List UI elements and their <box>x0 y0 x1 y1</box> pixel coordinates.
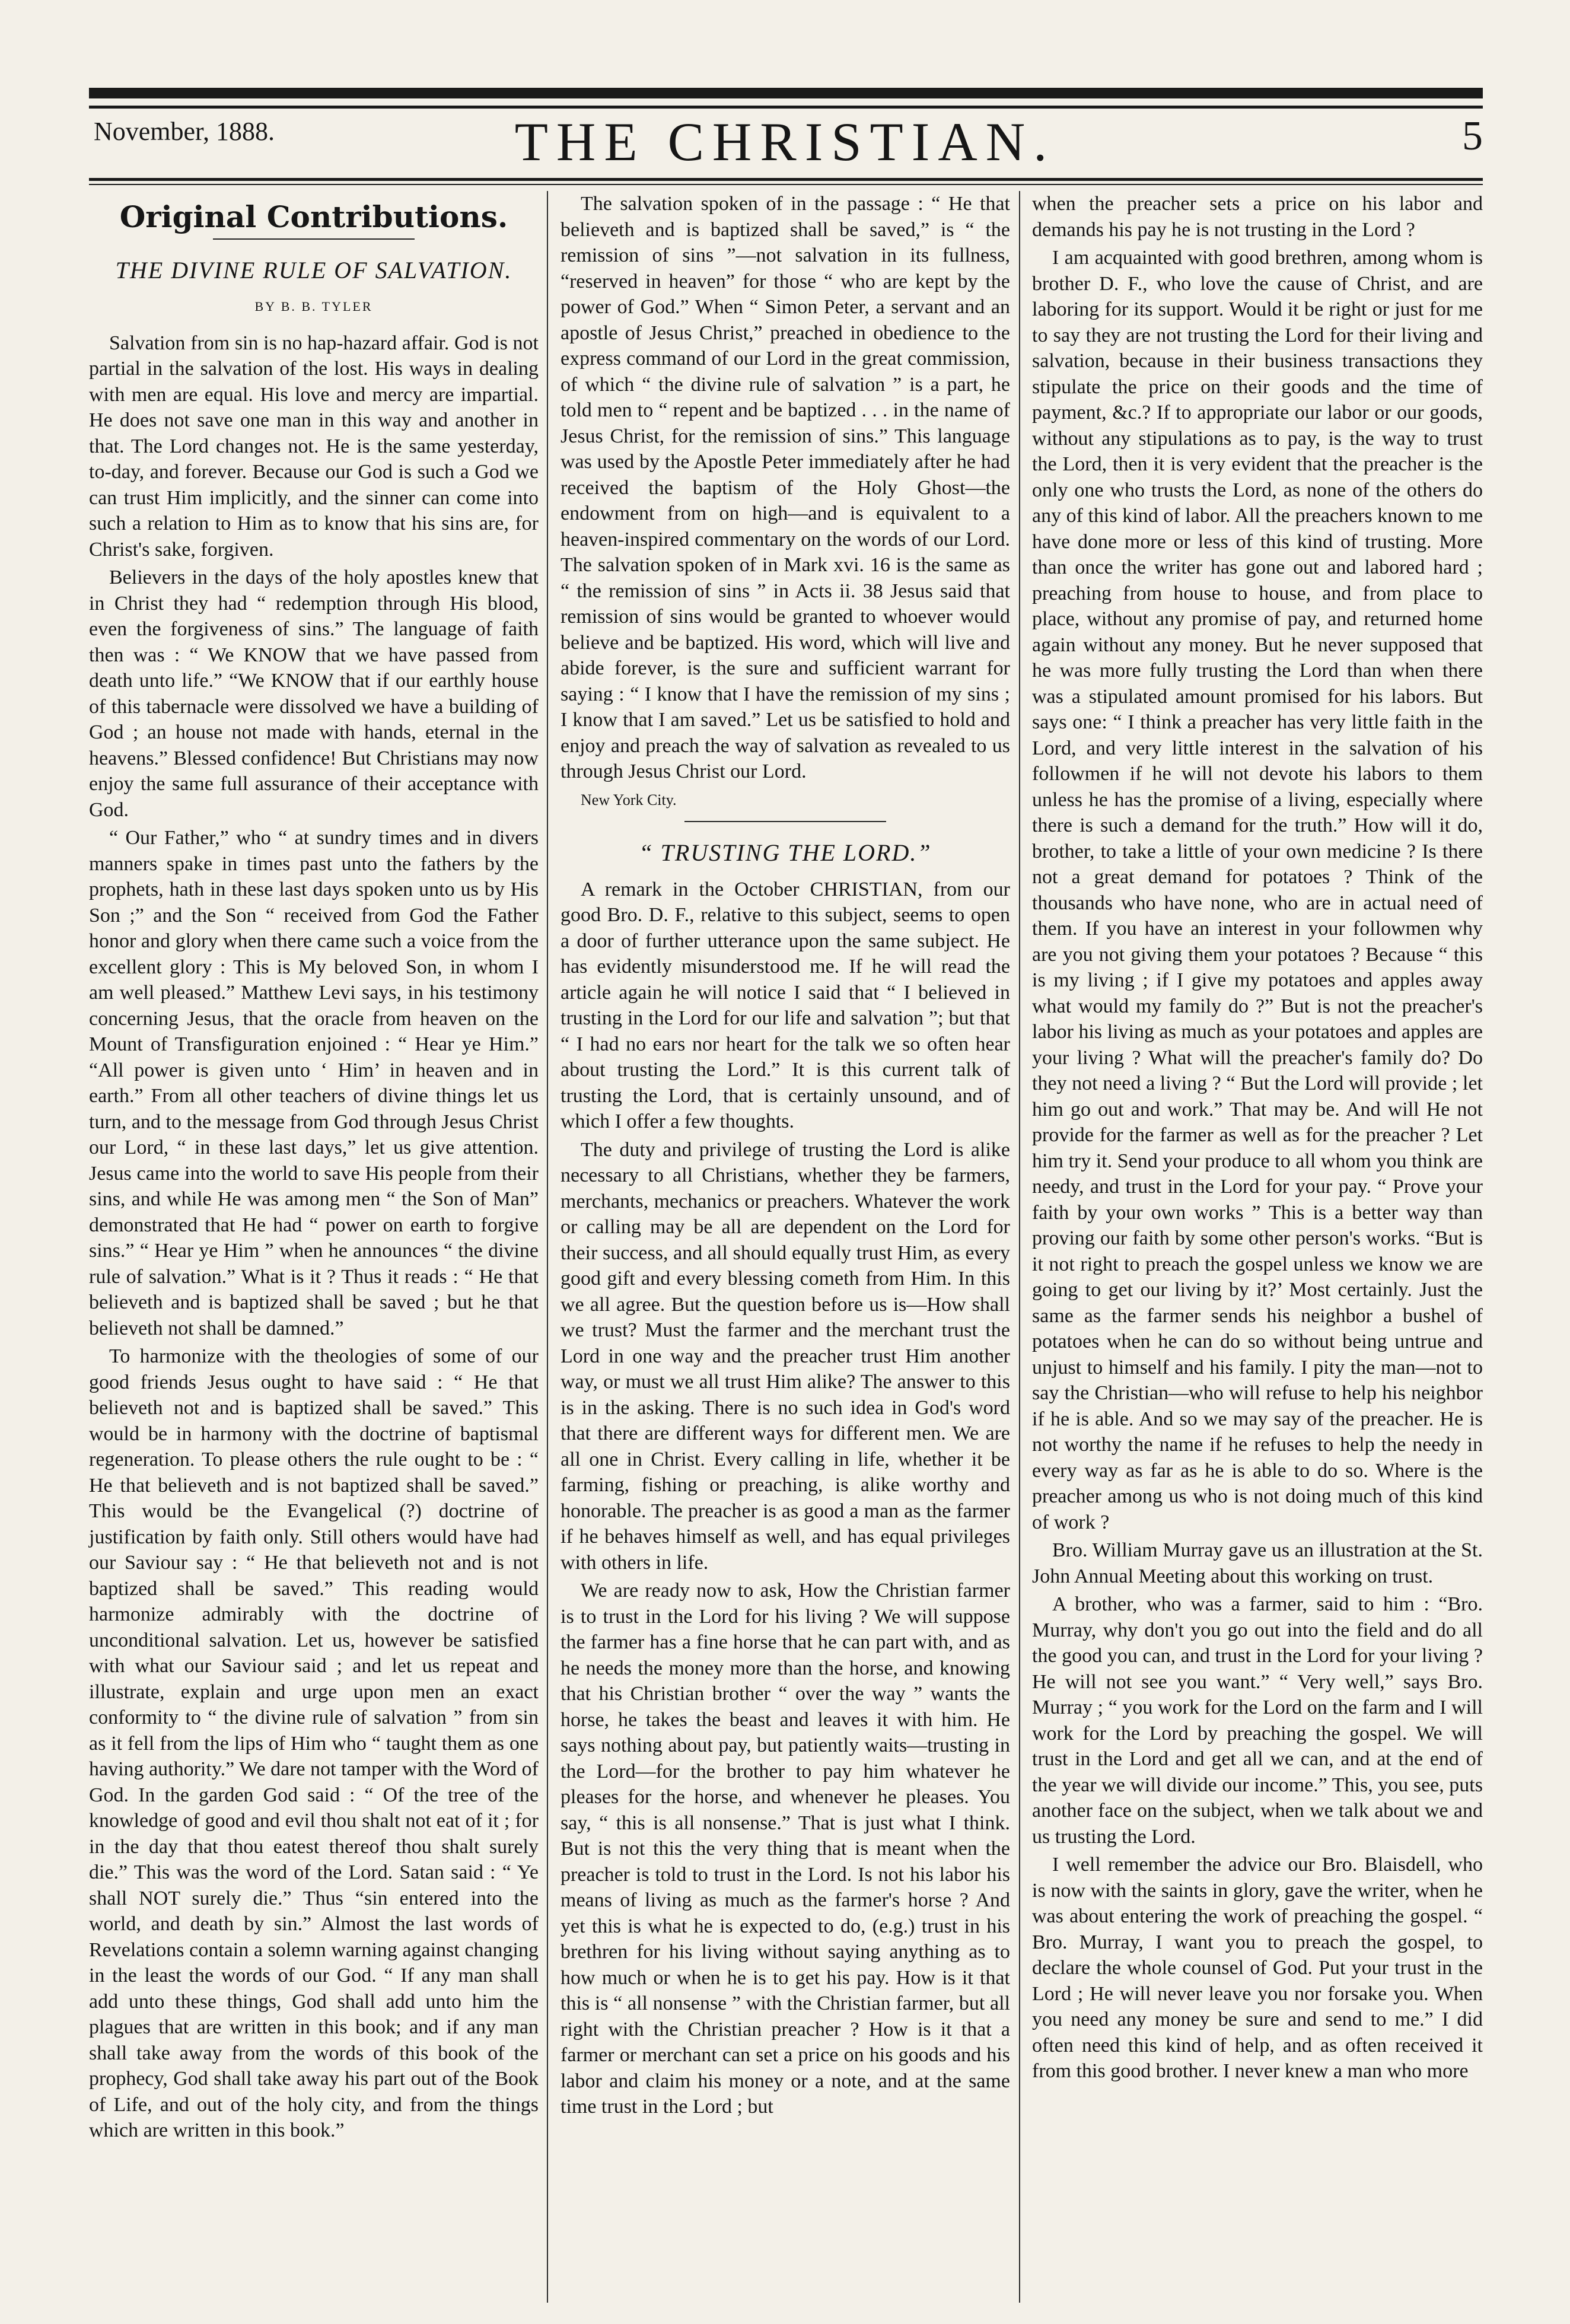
paragraph: We are ready now to ask, How the Christian farmer is to trust in the Lord for his living ? We will suppose the farmer has a fine horse that he can part with, and as he needs the money more than the horse, and knowing that his Christian brother “ over the way ” wants the horse, he takes the beast and leaves it with him. He says nothing about pay, but patiently waits—trusting in the Lord—for the brother to pay him whatever he pleases for the horse, and whenever he pleases. You say, “ this is all nonsense.” That is just what I think. But is not this the very thing that is meant when the preacher is told to trust in the Lord. Is not his labor his means of living as much as the farmer's horse ? And yet this is what he is expected to do, (e.g.) trust in his brethren for his living without saying anything as to how much or when he is to get his pay. How is it that this is “ all nonsense ” with the Christian farmer, but all right with the Christian preacher ? How is it that a farmer or merchant can set a price on his goods and his labor and claim his money or a note, and at the same time trust in the Lord ; but <box>561 1580 1010 2118</box>
paragraph: I am acquainted with good brethren, among whom is brother D. F., who love the cause of Christ, and are laboring for its support. Would it be right or just for me to say they are not trusting the Lord for their living and salvation, because in their business transactions they stipulate the price on their goods and the time of payment, &c.? If to appropriate our labor or our goods, without any stipulations as to pay, is the way to trust the Lord, then it is very evident that the preacher is the only one who trusts the Lord, as none of the others do any of this kind of labor. All the preachers known to me have done more or less of this kind of trusting. More than once the writer has gone out and labored hard ; preaching from house to house, and from place to place, without any promise of pay, and returned home again without any money. But he never supposed that he was more fully trusting the Lord than when there was a stipulated amount promised for his labors. But says one: “ I think a preacher has very little faith in the Lord, and very little interest in the salvation of his followmen if he will not devote his labors to them unless he has the promise of a living, especially where there is such a demand for the truth.” How will it do, brother, to take a little of your own medicine ? Is there not a great demand for potatoes ? Think of the thousands who have none, who are in actual need of them. If you have an interest in your followmen why are you not giving them your potatoes ? Because “ this is my living ; if I give my potatoes and apples away what would my family do ?” But is not the preacher's labor his living as much as your potatoes and apples are your living ? What will the preacher's family do? Do they not need a living ? “ But the Lord will provide ; let him go out and work.” That may be. And will He not provide for the farmer as well as for the preacher ? Let him try it. Send your produce to all whom you think are needy, and trust in the Lord for your pay. “ Prove your faith by your own works ” This is a better way than proving our faith by some other person's works. “But is it not right to preach the gospel unless we know we are going to get our living by it?’ Most certainly. Just the same as the farmer sends his neighbor a bushel of potatoes when he can do so without being untrue and unjust to himself and his family. I pity the man—not to say the Christian—who will refuse to help his neighbor if he is able. And so we may say of the preacher. He is not worthy the name if he refuses to help the needy in every way as far as he is able to do so. Where is the preacher among us who is not doing much of this kind of work ? <box>1032 247 1483 1533</box>
page-number: 5 <box>1462 113 1483 159</box>
dateline-place: New York City. <box>581 791 677 808</box>
divider <box>213 238 415 240</box>
paragraph: when the preacher sets a price on his labor and demands his pay he is not trusting in the Lord ? <box>1032 193 1483 241</box>
top-rule-thin <box>89 106 1483 109</box>
issue-date: November, 1888. <box>94 117 275 146</box>
column-1 <box>89 191 539 2146</box>
top-rule <box>89 88 1483 98</box>
paragraph: A brother, who was a farmer, said to him : “Bro. Murray, why don't you go out into the field and do all the good you can, and trust in the Lord for your living ? He will not see you want.” “ Very well,” says Bro. Murray ; “ you work for the Lord on the farm and I will work for the Lord by preaching the gospel. We will trust in the Lord and get all we can, and at the end of the year we will divide our income.” This, you see, puts another face on the subject, when we talk about we and us trusting the Lord. <box>1032 1593 1483 1848</box>
paragraph: Believers in the days of the holy apostles knew that in Christ they had “ redemption through His blood, even the forgiveness of sins.” The language of faith then was : “ We KNOW that we have passed from death unto life.” “We KNOW that if our earthly house of this tabernacle were dissolved we have a building of God ; an house not made with hands, eternal in the heavens.” Blessed confidence! But Christians may now enjoy the same full assurance of their acceptance with God. <box>89 566 539 821</box>
article-title: THE DIVINE RULE OF SALVATION. <box>115 256 512 284</box>
byline: BY B. B. TYLER <box>254 299 373 314</box>
divider <box>684 821 886 822</box>
paragraph: Salvation from sin is no hap-hazard affair. God is not partial in the salvation of the lost. His ways in dealing with men are equal. His love and mercy are impartial. He does not save one man in this way and another in that. The Lord changes not. He is the same yesterday, to-day, and forever. Because our God is such a God we can trust Him implicitly, and the sinner can come into such a relation to Him as to know that his sins are, for Christ's sake, forgiven. <box>89 332 539 561</box>
paragraph: The duty and privilege of trusting the Lord is alike necessary to all Christians, whether they be farmers, merchants, mechanics or preachers. Whatever the work or calling may be all are dependent on the Lord for their success, and all should equally trust Him, as every good gift and every blessing cometh from Him. In this we all agree. But the question before us is—How shall we trust? Must the farmer and the merchant trust the Lord in one way and the preacher trust Him another way, or must we all trust Him alike? The answer to this is in the asking. There is no such idea in God's word that there are different ways for different men. We are all one in Christ. Every calling in life, whether it be farming, fishing or preaching, is alike worthy and honorable. The preacher is as good a man as the farmer if he behaves himself as well, and has equal privileges with others in life. <box>561 1138 1010 1574</box>
paragraph: To harmonize with the theologies of some of our good friends Jesus ought to have said : “ He that believeth not and is baptized shall be saved.” This would be in harmony with the doctrine of baptismal regeneration. To please others the rule ought to be : “ He that believeth and is not baptized shall be saved.” This would be the Evangelical (?) doctrine of justification by faith only. Still others would have had our Saviour say : “ He that believeth not and is not baptized shall be saved.” This reading would harmonize admirably with the doctrine of unconditional salvation. Let us, however be satisfied with what our Saviour said ; and let us repeat and illustrate, explain and urge upon men an exact conformity to “ the divine rule of salvation ” from sin as it fell from the lips of Him who “ taught them as one having authority.” We dare not tamper with the Word of God. In the garden God said : “ Of the tree of the knowledge of good and evil thou shalt not eat of it ; for in the day that thou eatest thereof thou shalt surely die.” This was the word of the Lord. Satan said : “ Ye shall NOT surely die.” Thus “sin entered into the world, and death by sin.” Almost the last words of Revelations contain a solemn warning against changing in the least the words of our God. “ If any man shall add unto these things, God shall add unto him the plagues that are written in this book; and if any man shall take away from the words of this book of the prophecy, God shall take away his part out of the Book of Life, and out of the holy city, and from the things which are written in this book.” <box>89 1345 539 2141</box>
paragraph: Bro. William Murray gave us an illustration at the St. John Annual Meeting about this working on trust. <box>1032 1539 1483 1587</box>
paragraph: The salvation spoken of in the passage : “ He that believeth and is baptized shall be saved,” is “ the remission of sins ”—not salvation in its fullness, “reserved in heaven” for those “ who are kept by the power of God.” When “ Simon Peter, a servant and an apostle of Jesus Christ,” preached in obedience to the express command of our Lord in the great commission, of which “ the divine rule of salvation ” is a part, he told men to “ repent and be baptized . . . in the name of Jesus Christ, for the remission of sins.” This language was used by the Apostle Peter immediately after he had received the baptism of the Holy Ghost—the endowment from on high—and is equivalent to a heaven-inspired commentary on the words of our Lord. The salvation spoken of in Mark xvi. 16 is the same as “ the remission of sins ” in Acts ii. 38 Jesus said that remission of sins would be granted to whoever would believe and be baptized. His word, which will live and abide forever, is the sure and sufficient warrant for saying : “ I know that I have the remission of my sins ; I know that I am saved.” Let us be satisfied to hold and enjoy and preach the way of salvation as revealed to us through Jesus Christ our Lord. <box>561 193 1010 782</box>
paragraph: “ Our Father,” who “ at sundry times and in divers manners spake in times past unto the fathers by the prophets, hath in these last days spoken unto us by His Son ;” and the Son “ received from God the Father honor and glory when there came such a voice from the excellent glory : This is My beloved Son, in whom I am well pleased.” Matthew Levi says, in his testimony concerning Jesus, that the oracle from heaven on the Mount of Transfiguration enjoined : “ Hear ye Him.” “All power is given unto ‘ Him’ in heaven and in earth.” From all other teachers of divine things let us turn, and to the message from God through Jesus Christ our Lord, “ in these last days,” let us give attention. Jesus came into the world to save His people from their sins, and while He was among men “ the Son of Man” demonstrated that He had “ power on earth to forgive sins.” “ Hear ye Him ” when he announces “ the divine rule of salvation.” What is it ? Thus it reads : “ He that believeth and is baptized shall be saved ; but he that believeth not shall be damned.” <box>89 827 539 1339</box>
masthead: THE CHRISTIAN. <box>514 112 1056 172</box>
article-title: “ TRUSTING THE LORD.” <box>639 839 932 866</box>
paragraph: A remark in the October CHRISTIAN, from our good Bro. D. F., relative to this subject, seems to open a door of further utterance upon the same subject. He has evidently misunderstood me. If he will read the article again he will notice I said that “ I believed in trusting in the Lord for our life and salvation ”; but that “ I had no ears nor heart for the talk we so often hear about trusting the Lord.” It is this current talk of trusting the Lord, that is certainly unsound, and of which I offer a few thoughts. <box>561 878 1010 1132</box>
paragraph: I well remember the advice our Bro. Blaisdell, who is now with the saints in glory, gave the writer, when he was about entering the work of preaching the gospel. “ Bro. Murray, I want you to preach the gospel, to declare the whole counsel of God. Put your trust in the Lord ; He will never leave you nor forsake you. When you need any money be sure and send to me.” I did often need this kind of help, and as often received it from this good brother. I never knew a man who more <box>1032 1854 1483 2082</box>
column-2 <box>561 191 1010 2122</box>
masthead-rule <box>89 178 1483 181</box>
column-separator <box>1019 191 1020 2303</box>
column-3 <box>1032 191 1483 2087</box>
column-separator <box>547 191 548 2303</box>
section-heading: Original Contributions. <box>119 199 508 234</box>
masthead-rule-thin <box>89 184 1483 185</box>
